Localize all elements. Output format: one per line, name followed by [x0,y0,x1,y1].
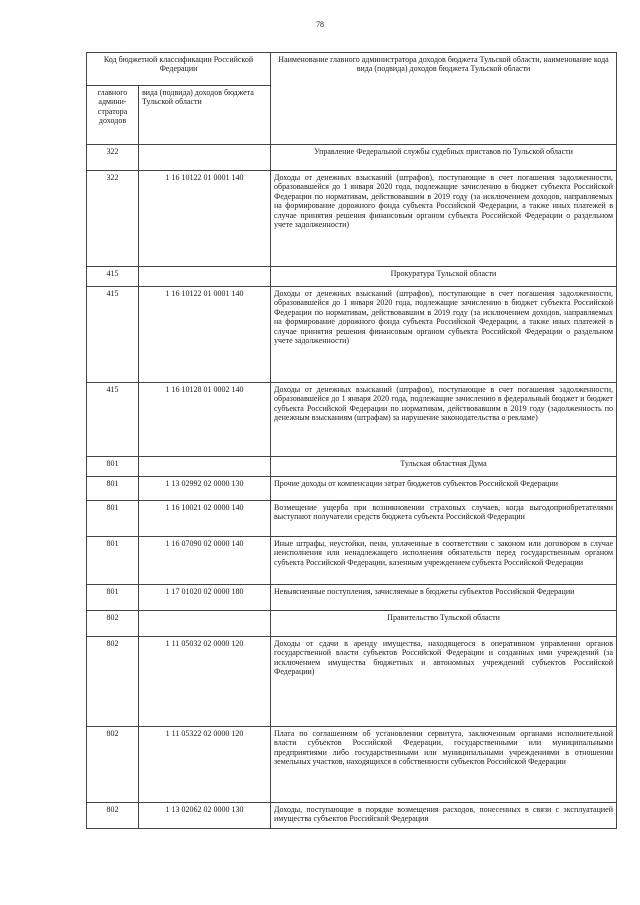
revenue-code-cell: 1 11 05032 02 0000 120 [139,637,271,727]
admin-code-cell: 415 [87,267,139,287]
admin-code-cell: 801 [87,537,139,585]
admin-code-cell: 802 [87,727,139,803]
revenue-classification-table [86,52,617,829]
description-cell: Управление Федеральной службы судебных приставов по Тульской области [271,145,617,171]
code-column-header: вида (подвида) доходов бюджета Тульской области [139,86,271,145]
admin-code-cell: 322 [87,145,139,171]
section-row [87,457,617,477]
table-row [87,171,617,267]
description-cell: Прокуратура Тульской области [271,267,617,287]
classification-header: Код бюджетной классификации Российской Федерации [87,53,271,86]
table-row [87,803,617,829]
description-cell: Возмещение ущерба при возникновении страховых случаев, когда выгодоприобретателями выступают получатели средств бюджета субъекта Российской Федерации [271,501,617,537]
table-row [87,477,617,501]
description-cell: Тульская областная Дума [271,457,617,477]
admin-code-cell: 322 [87,171,139,267]
table-row [87,287,617,383]
revenue-code-cell: 1 16 10122 01 0001 140 [139,171,271,267]
description-cell: Доходы от сдачи в аренду имущества, находящегося в оперативном управлении органов государственной власти субъектов Российской Федерации и созданных ими учреждений (за исключением имущества бюджетных и автономных учреждений субъектов Российской Федерации) [271,637,617,727]
admin-code-cell: 801 [87,457,139,477]
table-row [87,537,617,585]
admin-code-cell: 801 [87,477,139,501]
revenue-code-cell [139,457,271,477]
revenue-code-cell: 1 13 02992 02 0000 130 [139,477,271,501]
description-cell: Правительство Тульской области [271,611,617,637]
revenue-code-cell: 1 16 07090 02 0000 140 [139,537,271,585]
admin-code-cell: 802 [87,637,139,727]
admin-code-cell: 801 [87,585,139,611]
revenue-code-cell: 1 16 10021 02 0000 140 [139,501,271,537]
page-number: 78 [316,20,324,29]
table-row [87,585,617,611]
section-row [87,145,617,171]
revenue-code-cell: 1 16 10128 01 0002 140 [139,383,271,457]
table-row [87,727,617,803]
description-cell: Доходы от денежных взысканий (штрафов), поступающие в счет погашения задолженности, образовавшейся до 1 января 2020 года, подлежащие зачислению в федеральный бюджет и бюджет субъекта Российской Федерации по нормативам, действовавшим в 2019 году (задолженность по денежным взысканиям (штрафам) за нарушение законодательства о рекламе) [271,383,617,457]
revenue-code-cell [139,267,271,287]
admin-column-header: главного админи-стратора доходов [87,86,139,145]
table-header [87,53,617,145]
admin-code-cell: 415 [87,383,139,457]
revenue-code-cell [139,145,271,171]
admin-code-cell: 802 [87,611,139,637]
section-row [87,611,617,637]
revenue-code-cell [139,611,271,637]
admin-code-cell: 415 [87,287,139,383]
description-cell: Невыясненные поступления, зачисляемые в бюджеты субъектов Российской Федерации [271,585,617,611]
table-body [87,145,617,829]
revenue-code-cell: 1 16 10122 01 0001 140 [139,287,271,383]
table-row [87,501,617,537]
table-row [87,383,617,457]
revenue-code-cell: 1 11 05322 02 0000 120 [139,727,271,803]
table-row [87,637,617,727]
admin-code-cell: 802 [87,803,139,829]
description-cell: Прочие доходы от компенсации затрат бюджетов субъектов Российской Федерации [271,477,617,501]
description-cell: Иные штрафы, неустойки, пени, уплаченные в соответствии с законом или договором в случае неисполнения или ненадлежащего исполнения обязательств перед государственным органом субъекта Российской Федерации, казенным учреждением субъекта Российской Федерации [271,537,617,585]
name-column-header: Наименование главного администратора доходов бюджета Тульской области, наименование кода вида (подвида) доходов бюджета Тульской области [271,53,617,145]
description-cell: Доходы, поступающие в порядке возмещения расходов, понесенных в связи с эксплуатацией имущества субъектов Российской Федерации [271,803,617,829]
section-row [87,267,617,287]
description-cell: Доходы от денежных взысканий (штрафов), поступающие в счет погашения задолженности, образовавшейся до 1 января 2020 года, подлежащие зачислению в бюджет субъекта Российской Федерации по нормативам, действовавшим в 2019 году (за исключением доходов, направляемых на формирование дорожного фонда субъекта Российской Федерации, а также иных платежей в случае принятия решения финансовым органом субъекта Российской Федерации о раздельном учете задолженности) [271,287,617,383]
description-cell: Плата по соглашениям об установлении сервитута, заключенным органами исполнительной власти субъектов Российской Федерации, государственными или муниципальными предприятиями либо государственными или муниципальными учреждениями в отношении земельных участков, находящихся в собственности субъектов Российской Федерации [271,727,617,803]
revenue-code-cell: 1 13 02062 02 0000 130 [139,803,271,829]
description-cell: Доходы от денежных взысканий (штрафов), поступающие в счет погашения задолженности, образовавшейся до 1 января 2020 года, подлежащие зачислению в бюджет субъекта Российской Федерации по нормативам, действовавшим в 2019 году (за исключением доходов, направляемых на формирование дорожного фонда субъекта Российской Федерации, а также иных платежей в случае принятия решения финансовым органом субъекта Российской Федерации о раздельном учете задолженности) [271,171,617,267]
admin-code-cell: 801 [87,501,139,537]
revenue-code-cell: 1 17 01020 02 0000 180 [139,585,271,611]
